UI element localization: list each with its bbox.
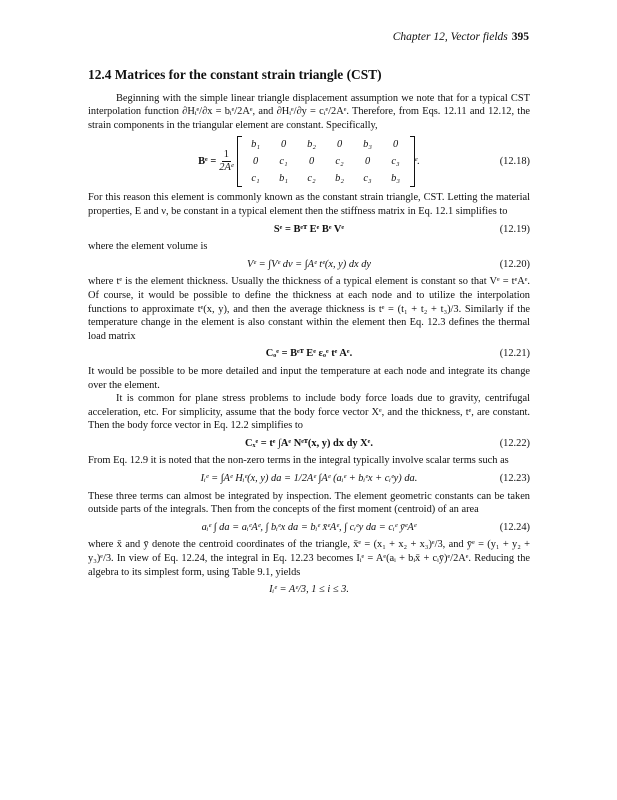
matrix-cell: b₃ <box>391 173 400 185</box>
eq-12-18-lhs: Bᵉ = <box>198 156 217 168</box>
matrix-cell: c₃ <box>363 173 372 185</box>
matrix-cell: c₁ <box>279 156 288 168</box>
main-content <box>88 68 530 601</box>
equation-number: (12.21) <box>499 348 530 360</box>
equation-number: (12.19) <box>499 223 530 235</box>
matrix-cell: b₂ <box>307 139 316 151</box>
eq-12-18-fraction <box>219 149 233 174</box>
matrix-cell: c₂ <box>307 173 316 185</box>
paragraph-5: It would be possible to be more detailed and input the temperature at each node and integrate its change over the element. <box>88 365 530 391</box>
paragraph-8: These three terms can almost be integrated by inspection. The element geometric constants can be taken outside parts of the integrals. Then from the concepts of the first moment (centroid) of an area <box>88 490 530 516</box>
matrix-b <box>237 136 415 187</box>
matrix-cell: c₃ <box>391 156 400 168</box>
equation-number: (12.18) <box>499 156 530 168</box>
paragraph-3: where the element volume is <box>88 241 208 253</box>
equation-number: (12.20) <box>499 258 530 270</box>
page-number: 395 <box>511 31 529 43</box>
fraction-denominator: 2Aᵉ <box>219 162 234 174</box>
paragraph-2: For this reason this element is commonly known as the constant strain triangle, CST. Letting the material properties, E and ν, be constant in a typical element then the stiffness matrix in Eq. 12.1 simplifies to <box>88 192 530 217</box>
matrix-cell: b₃ <box>363 139 372 151</box>
equation-12-19 <box>88 223 530 237</box>
equation-12-20 <box>88 258 530 272</box>
equation-12-21 <box>88 347 530 361</box>
matrix-cell: 0 <box>280 139 287 151</box>
matrix-cell: b₁ <box>251 139 260 151</box>
matrix-cell: b₂ <box>335 173 344 185</box>
equation-12-24 <box>88 521 530 535</box>
matrix-cell: c₂ <box>335 156 344 168</box>
matrix-cell: 0 <box>336 139 343 151</box>
matrix-cell: 0 <box>252 156 259 168</box>
equation-body: Iᵢᵉ = Aᵉ/3, 1 ≤ i ≤ 3. <box>269 584 349 596</box>
equation-body: aᵢᵉ ∫ da = aᵢᵉAᵉ, ∫ bᵢᵉx da = bᵢᵉ x̄ᵉAᵉ, ∫ cᵢᵉy da = cᵢᵉ ȳᵉAᵉ <box>201 521 417 533</box>
equation-number: (12.24) <box>499 521 530 533</box>
equation-12-22 <box>88 437 530 451</box>
paragraph-4: where tᵉ is the element thickness. Usually the thickness of a typical element is constant so that Vᵉ = tᵉAᵉ. Of course, it would be possible to define the thickness at each node and to utilize the interpolation functions to approximate tᵉ(x, y), and then the average thickness is tᵉ = (t₁ + t₂ + t₃)/3. Similarly if the temperature change in the element is also constant within the element then Eq. 12.3 defines the thermal load matrix <box>88 276 530 342</box>
equation-final <box>88 583 530 597</box>
equation-body: Cₒᵉ = Bᵉᵀ Eᵉ εₒᵉ tᵉ Aᵉ. <box>265 348 353 360</box>
matrix-cell: 0 <box>364 156 371 168</box>
section-title: 12.4 Matrices for the constant strain triangle (CST) <box>88 67 382 82</box>
eq-12-18-trail: ᵉ. <box>414 156 420 168</box>
equation-12-18 <box>88 136 530 187</box>
paragraph-7: From Eq. 12.9 it is noted that the non-zero terms in the integral typically involve scalar terms such as <box>88 455 509 467</box>
matrix-cell: 0 <box>308 156 315 168</box>
paragraph-1: Beginning with the simple linear triangle displacement assumption we note that for a typical CST interpolation function ∂Hᵢᵉ/∂x = bᵢᵉ/2Aᵉ, and ∂Hᵢᵉ/∂y = cᵢᵉ/2Aᵉ. Therefore, from Eqs. 12.11 and 12.12, the strain components in the triangular element are constant. Specifically, <box>88 92 530 131</box>
paragraph-6: It is common for plane stress problems to include body force loads due to gravity, centrifugal acceleration, etc. For simplicity, assume that the body force vector Xᵉ, and the thickness, tᵉ, are constant. Then the body force vector in Eq. 12.2 simplifies to <box>88 393 530 432</box>
matrix-cell: c₁ <box>251 173 260 185</box>
chapter-title: Chapter 12, Vector fields <box>392 31 508 43</box>
paragraph-9: where x̄ and ȳ denote the centroid coordinates of the triangle, x̄ᵉ = (x₁ + x₂ + x₃)ᵉ/3, and ȳᵉ = (y₁ + y₂ + y₃)ᵉ/3. In view of Eq. 12.24, the integral in Eq. 12.23 becomes Iᵢᵉ = Aᵉ(aᵢ + bᵢx̄ + cᵢȳ)ᵉ/2Aᵉ. Reducing the algebra to its simplest form, using Table 9.1, yields <box>88 539 530 578</box>
equation-body: Vᵉ = ∫Vᵉ dv = ∫Aᵉ tᵉ(x, y) dx dy <box>246 258 372 270</box>
running-header <box>393 31 529 43</box>
fraction-numerator: 1 <box>223 149 229 161</box>
equation-body: Iᵢᵉ = ∫Aᵉ Hᵢᵉ(x, y) da = 1/2Aᵉ ∫Aᵉ (aᵢᵉ + bᵢᵉx + cᵢᵉy) da. <box>200 473 418 485</box>
equation-body: Sᵉ = Bᵉᵀ Eᵉ Bᵉ Vᵉ <box>273 223 345 235</box>
equation-body: Cₓᵉ = tᵉ ∫Aᵉ Nᵉᵀ(x, y) dx dy Xᵉ. <box>245 437 373 449</box>
equation-number: (12.22) <box>499 437 530 449</box>
matrix-cell: b₁ <box>279 173 288 185</box>
equation-12-23 <box>88 472 530 486</box>
equation-number: (12.23) <box>499 473 530 485</box>
matrix-cell: 0 <box>392 139 399 151</box>
